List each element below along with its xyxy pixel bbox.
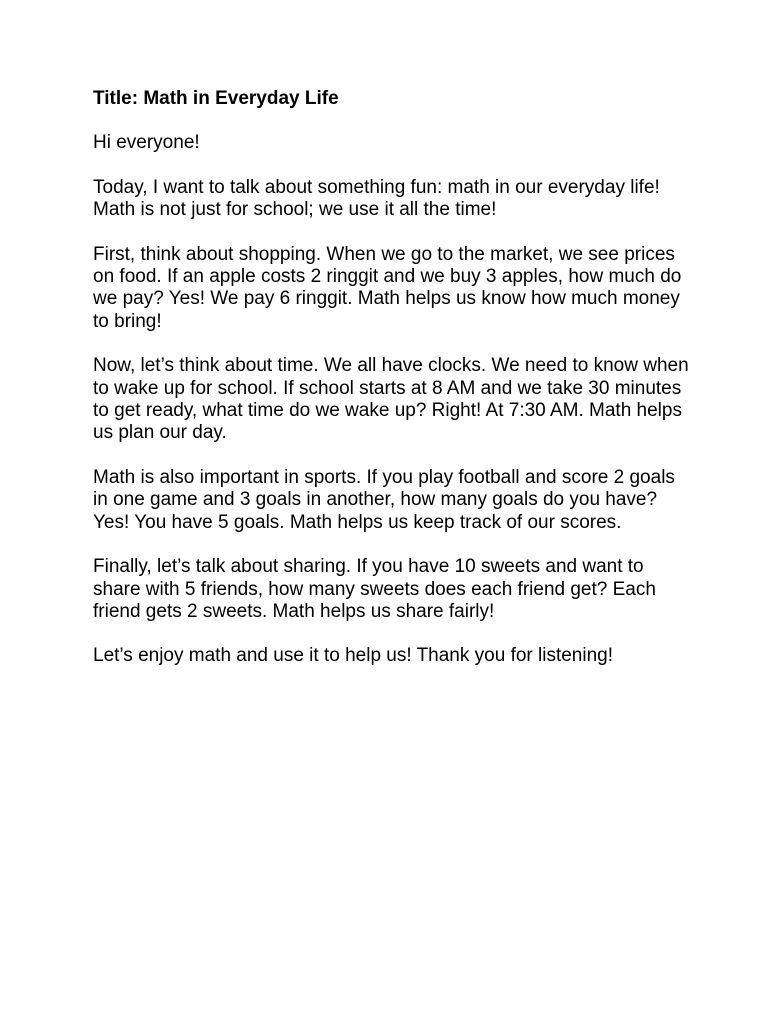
- paragraph-closing: Let’s enjoy math and use it to help us! Thank you for listening!: [93, 645, 614, 667]
- document-title: Title: Math in Everyday Life: [93, 88, 339, 109]
- paragraph-sports: Math is also important in sports. If you play football and score 2 goals in one game and 3 goals in another, how many goals do you have? Yes! You have 5 goals. Math helps us keep track of our scores.: [93, 466, 675, 533]
- document-page: [93, 88, 693, 690]
- paragraph-sharing: Finally, let’s talk about sharing. If you have 10 sweets and want to share with 5 friends, how many sweets does each friend get? Each friend gets 2 sweets. Math helps us share fairly!: [93, 556, 656, 622]
- paragraph-time: Now, let’s think about time. We all have clocks. We need to know when to wake up for school. If school starts at 8 AM and we take 30 minutes to get ready, what time do we wake up? Right! At 7:30 AM. Math helps us plan our day.: [93, 355, 689, 444]
- paragraph-intro: Today, I want to talk about something fun: math in our everyday life! Math is not just for school; we use it all the time!: [93, 176, 660, 221]
- paragraph-shopping: First, think about shopping. When we go to the market, we see prices on food. If an apple costs 2 ringgit and we buy 3 apples, how much do we pay? Yes! We pay 6 ringgit. Math helps us know how much money to bring!: [93, 243, 682, 332]
- paragraph-greeting: Hi everyone!: [93, 132, 200, 154]
